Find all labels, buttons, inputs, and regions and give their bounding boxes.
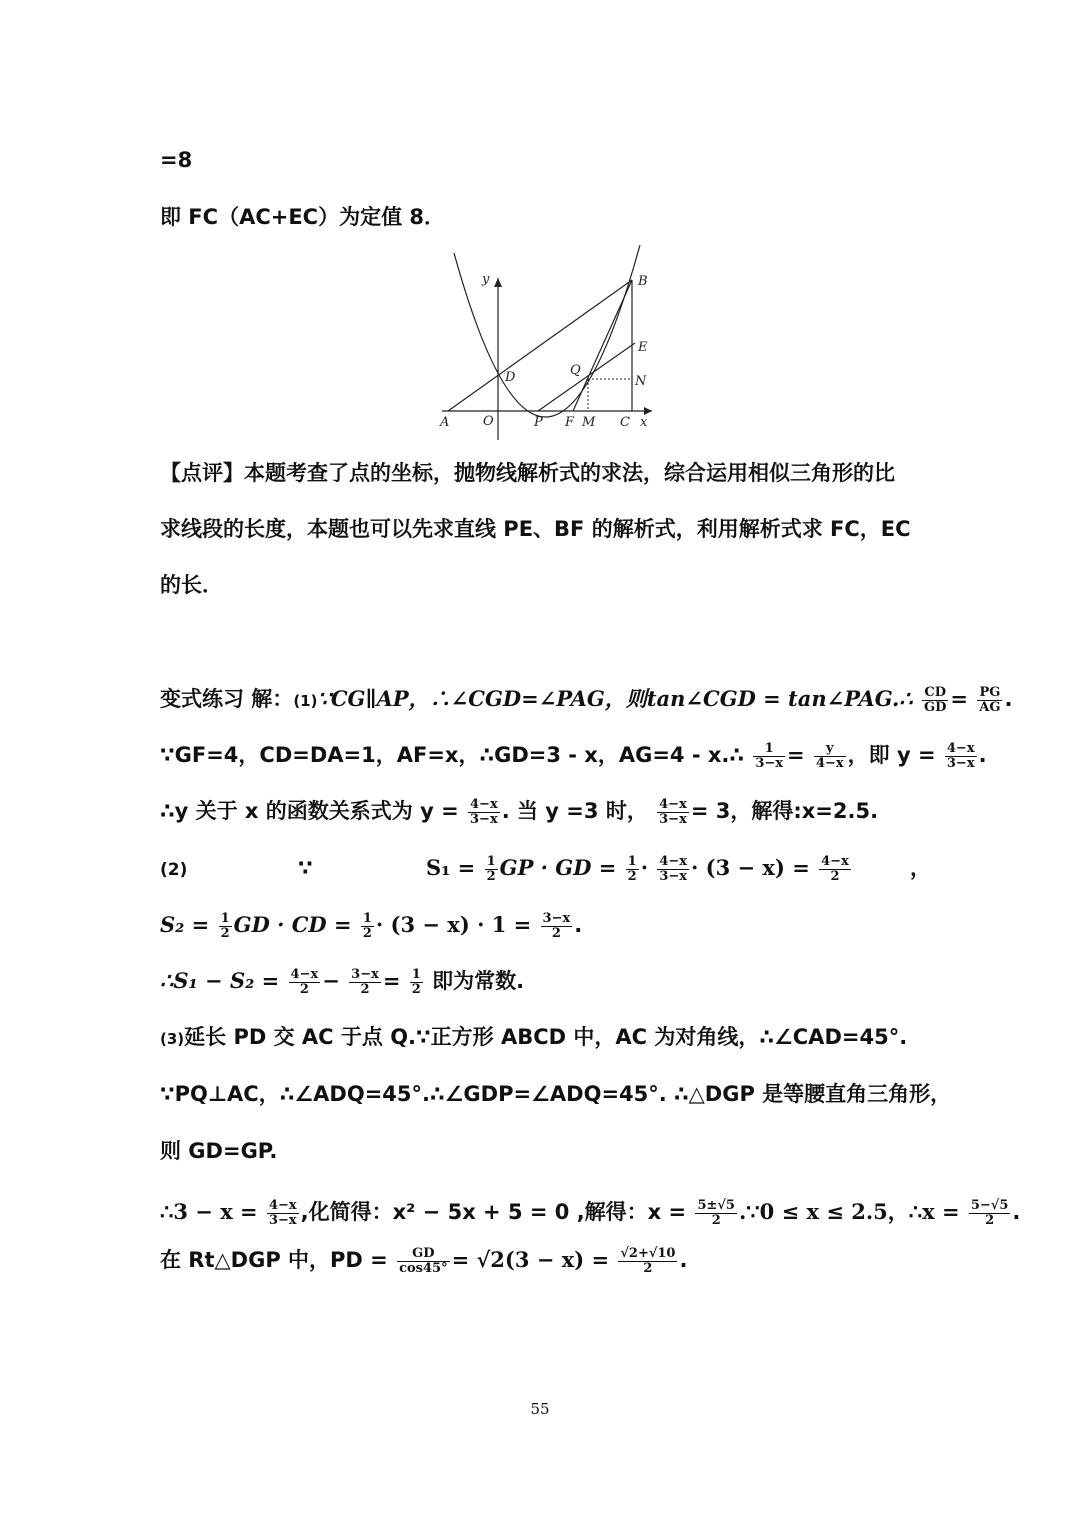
fraction: $\frac{1}{2}$ — [220, 910, 230, 941]
fraction: $\frac{PG}{AG}$ — [979, 684, 1001, 715]
comment-line-3: 的长． — [160, 573, 223, 597]
solution-line-4-num: (2) — [160, 860, 188, 880]
parabola-curve — [454, 245, 640, 417]
conclusion-line: 即 FC（AC+EC）为定值 8． — [160, 205, 446, 229]
solution-line-10: ∴3 − x = $\frac{4-x}{3-x}$ ,化简得：x² − 5x + 5 = 0 ,解得：x = $\frac{5\pm√5}{2}$ .∵0 ≤ x ≤ 2.5，∴x = $\frac{5-√5}{2}$ . — [160, 1197, 1021, 1228]
label-c: C — [620, 415, 630, 430]
label-y: y — [482, 272, 490, 287]
label-x: x — [640, 415, 648, 430]
comment-line-2: 求线段的长度，本题也可以先求直线 PE、BF 的解析式，利用解析式求 FC，EC — [160, 517, 911, 541]
fraction: $\frac{4-x}{3-x}$ — [268, 1197, 297, 1228]
fraction: $\frac{4-x}{3-x}$ — [659, 796, 687, 827]
x-axis-arrow — [644, 407, 652, 415]
line-ab — [448, 280, 632, 411]
solution-line-2: ∵GF=4，CD=DA=1，AF=x，∴GD=3 - x，AG=4 - x.∴ $\frac{1}{3-x}$ = $\frac{y}{4-x}$ ，即 y = $\frac{4-x}{3-x}$ . — [160, 740, 987, 771]
fraction: $\frac{4-x}{2}$ — [290, 966, 319, 997]
fraction: $\frac{1}{3-x}$ — [755, 740, 784, 771]
fraction: $\frac{5\pm√5}{2}$ — [697, 1197, 735, 1228]
fraction: $\frac{3-x}{2}$ — [542, 910, 571, 941]
label-a: A — [440, 415, 450, 430]
comment-line-1: 【点评】本题考查了点的坐标，抛物线解析式的求法，综合运用相似三角形的比 — [160, 461, 895, 485]
result-line: =8 — [160, 148, 193, 172]
label-f: F — [565, 415, 575, 430]
label-p: P — [534, 415, 543, 430]
y-axis-arrow — [494, 278, 502, 287]
fraction: $\frac{y}{4-x}$ — [815, 740, 844, 771]
label-m: M — [582, 415, 596, 430]
fraction: $\frac{CD}{GD}$ — [923, 684, 947, 715]
label-o: O — [483, 414, 494, 429]
fraction: $\frac{1}{2}$ — [486, 853, 496, 884]
solution-line-11: 在 Rt△DGP 中，PD = $\frac{GD}{\cos 45^\circ}$ = √2(3 − x) = $\frac{√2+√10}{2}$ . — [160, 1245, 688, 1276]
fraction: $\frac{4-x}{3-x}$ — [470, 796, 498, 827]
solution-line-7: (3)延长 PD 交 AC 于点 Q.∵正方形 ABCD 中，AC 为对角线，∴∠CAD=45°. — [160, 1025, 908, 1049]
fraction: $\frac{4-x}{3-x}$ — [659, 853, 688, 884]
fraction: $\frac{1}{2}$ — [362, 910, 372, 941]
fraction: $\frac{√2+√10}{2}$ — [620, 1245, 676, 1276]
solution-line-9: 则 GD=GP. — [160, 1139, 278, 1163]
fraction: $\frac{1}{2}$ — [627, 853, 637, 884]
solution-line-4: S₁ = $\frac{1}{2}$ GP · GD = $\frac{1}{2}$ · $\frac{4-x}{3-x}$ · (3 − x) = $\frac{4-x}{2}$ — [426, 853, 849, 884]
fraction: $\frac{4-x}{3-x}$ — [946, 740, 975, 771]
label-q: Q — [570, 363, 581, 378]
line-fb — [573, 280, 632, 411]
fraction: $\frac{1}{2}$ — [411, 966, 421, 997]
solution-line-1: 变式练习 解：(1)∵CG∥AP，∴∠CGD=∠PAG，则tan∠CGD = tan∠PAG.∴ $\frac{CD}{GD}$ = $\frac{PG}{AG}$ . — [160, 684, 1013, 715]
page-number: 55 — [530, 1400, 550, 1418]
fraction: $\frac{5-√5}{2}$ — [970, 1197, 1009, 1228]
label-e: E — [638, 340, 648, 355]
label-n: N — [635, 374, 647, 389]
solution-line-4-because: ∵ — [298, 856, 313, 880]
line-pe — [538, 343, 635, 411]
solution-line-4-comma: ， — [910, 856, 931, 880]
fraction: $\frac{GD}{\cos 45^\circ}$ — [399, 1245, 448, 1276]
label-d: D — [505, 370, 516, 385]
solution-line-6: ∴S₁ − S₂ = $\frac{4-x}{2}$ − $\frac{3-x}{2}$ = $\frac{1}{2}$ 即为常数. — [160, 966, 525, 997]
solution-line-8: ∵PQ⊥AC，∴∠ADQ=45°.∴∠GDP=∠ADQ=45°. ∴△DGP 是等腰直角三角形， — [160, 1082, 952, 1106]
fraction: $\frac{3-x}{2}$ — [351, 966, 379, 997]
parabola-figure — [430, 245, 660, 440]
label-b: B — [638, 274, 648, 289]
fraction: $\frac{4-x}{2}$ — [821, 853, 849, 884]
solution-line-5: S₂ = $\frac{1}{2}$ GD · CD = $\frac{1}{2}$ · (3 − x) · 1 = $\frac{3-x}{2}$ . — [160, 910, 583, 941]
solution-line-3: ∴y 关于 x 的函数关系式为 y = $\frac{4-x}{3-x}$ . 当 y =3 时， $\frac{4-x}{3-x}$ = 3，解得:x=2.5. — [160, 796, 879, 827]
